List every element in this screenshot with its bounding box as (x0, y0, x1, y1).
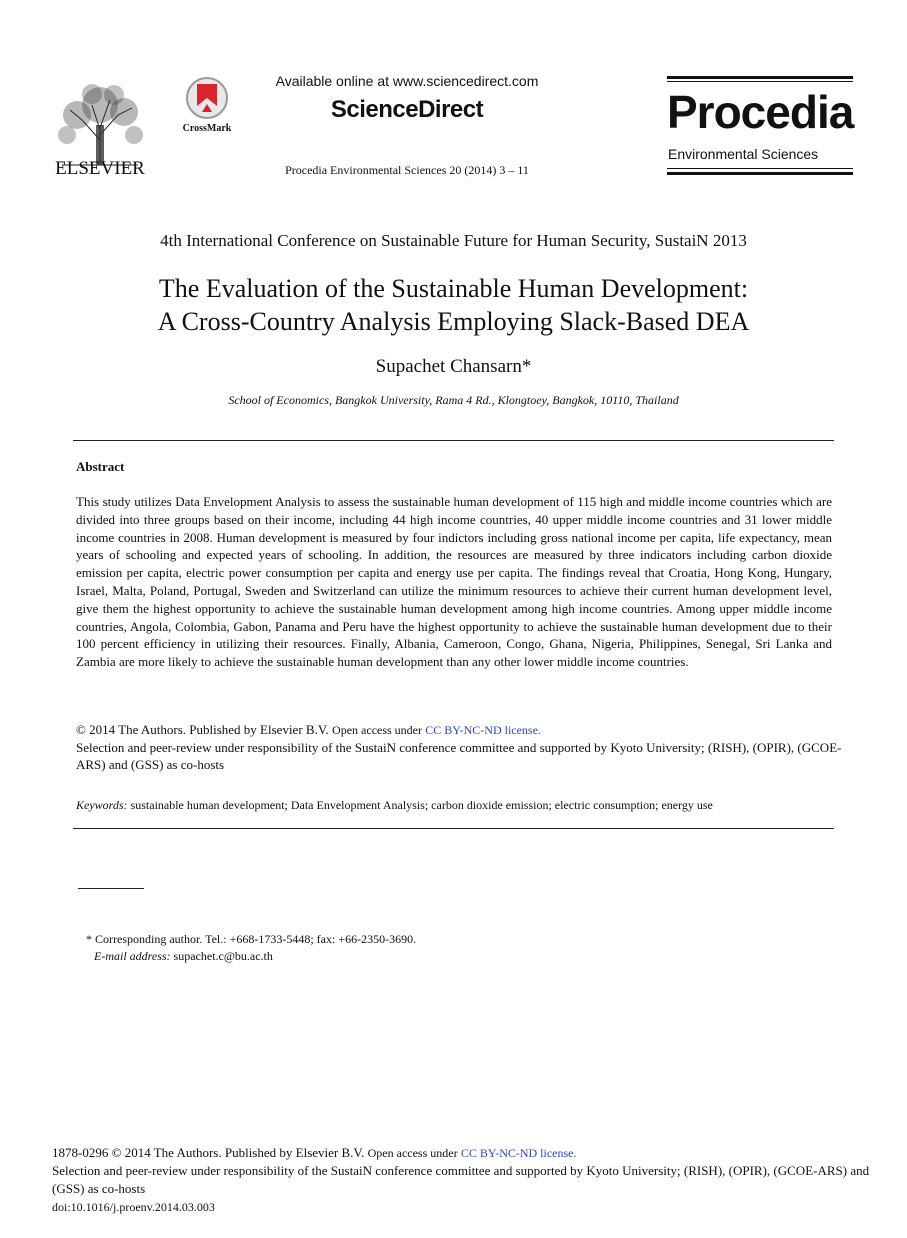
paper-title (0, 272, 907, 338)
footer-peer-review: Selection and peer-review under responsibility of the SustaiN conference committee and supported by Kyoto University; (RISH), (OPIR), (GCOE-ARS) and (GSS) as co-hosts (52, 1163, 870, 1196)
procedia-journal-logo (667, 76, 853, 176)
issn-copyright: 1878-0296 © 2014 The Authors. Published by Elsevier B.V. (52, 1145, 365, 1160)
available-online-text: Available online at www.sciencedirect.com (275, 73, 539, 89)
divider (73, 440, 834, 441)
author-name: Supachet Chansarn* (375, 356, 532, 377)
author-affiliation: School of Economics, Bangkok University, Rama 4 Rd., Klongtoey, Bangkok, 10110, Thailand (228, 393, 679, 407)
journal-name: Procedia (667, 86, 854, 138)
footnote (86, 931, 786, 965)
keywords-text: sustainable human development; Data Envelopment Analysis; carbon dioxide emission; electric consumption; energy use (130, 798, 713, 812)
doi[interactable]: doi:10.1016/j.proenv.2014.03.003 (52, 1200, 215, 1214)
logo-rule (667, 81, 853, 82)
sciencedirect-logo: ScienceDirect (330, 96, 484, 123)
email-address[interactable]: supachet.c@bu.ac.th (173, 949, 273, 963)
logo-rule (667, 168, 853, 169)
page-footer (52, 1144, 872, 1216)
open-access-text: Open access under (332, 723, 423, 737)
conference-name: 4th International Conference on Sustainable Future for Human Security, SustaiN 2013 (160, 231, 747, 250)
keywords (76, 798, 846, 813)
logo-rule (667, 172, 853, 175)
copyright-block (76, 721, 846, 773)
license-link[interactable]: CC BY-NC-ND license. (425, 723, 541, 737)
footer-open-access: Open access under (367, 1146, 458, 1160)
abstract-text: This study utilizes Data Envelopment Analysis to assess the sustainable human development of 115 high and middle income countries which are divided into three groups based on their income, including 44 high income countries, 40 upper middle income countries and 31 lower middle income countries in 2008. Human development is measured by four indictors including gross national income per capita, life expectancy, mean years of schooling and expected years of schooling. In addition, the resources are measured by three indicators including carbon dioxide emission per capita, electric power consumption per capita and energy use per capita. The findings reveal that Croatia, Hong Kong, Hungary, Israel, Malta, Poland, Portugal, Sweden and Switzerland can utilize the minimum resources to achieve their current human development level, give them the highest opportunity to achieve the sustainable human development among high income countries. Among upper middle income countries, Angola, Colombia, Gabon, Panama and Peru have the highest opportunity to achieve the sustainable human development due to their 100 percent efficiency in utilizing their resources. Finally, Albania, Cameroon, Congo, Ghana, Nigeria, Philippines, Senegal, Sri Lanka and Zambia are more likely to achieve the sustainable human development than any other lower middle income countries. (76, 494, 832, 670)
divider (73, 828, 834, 829)
email-label: E-mail address: (94, 949, 171, 963)
footnote-rule (78, 888, 144, 889)
journal-subtitle: Environmental Sciences (668, 146, 819, 162)
keywords-label: Keywords: (76, 798, 128, 812)
corresponding-author-note: * Corresponding author. Tel.: +668-1733-5448; fax: +66-2350-3690. (86, 932, 417, 946)
journal-citation: Procedia Environmental Sciences 20 (2014) 3 – 11 (285, 163, 529, 177)
abstract-heading: Abstract (76, 459, 125, 474)
logo-rule (667, 76, 853, 79)
copyright-text: © 2014 The Authors. Published by Elsevier B.V. (76, 722, 329, 737)
crossmark-label: CrossMark (182, 123, 232, 134)
publisher-name: ELSEVIER (55, 158, 145, 179)
title-line-2: A Cross-Country Analysis Employing Slack-Based DEA (157, 307, 750, 336)
crossmark-badge[interactable] (180, 76, 234, 132)
crossmark-icon (180, 76, 234, 120)
title-line-1: The Evaluation of the Sustainable Human Development: (158, 274, 749, 303)
footer-license-link[interactable]: CC BY-NC-ND license. (460, 1146, 577, 1160)
peer-review-text: Selection and peer-review under responsibility of the SustaiN conference committee and supported by Kyoto University; (RISH), (OPIR), (GCOE-ARS) and (GSS) as co-hosts (76, 740, 842, 772)
